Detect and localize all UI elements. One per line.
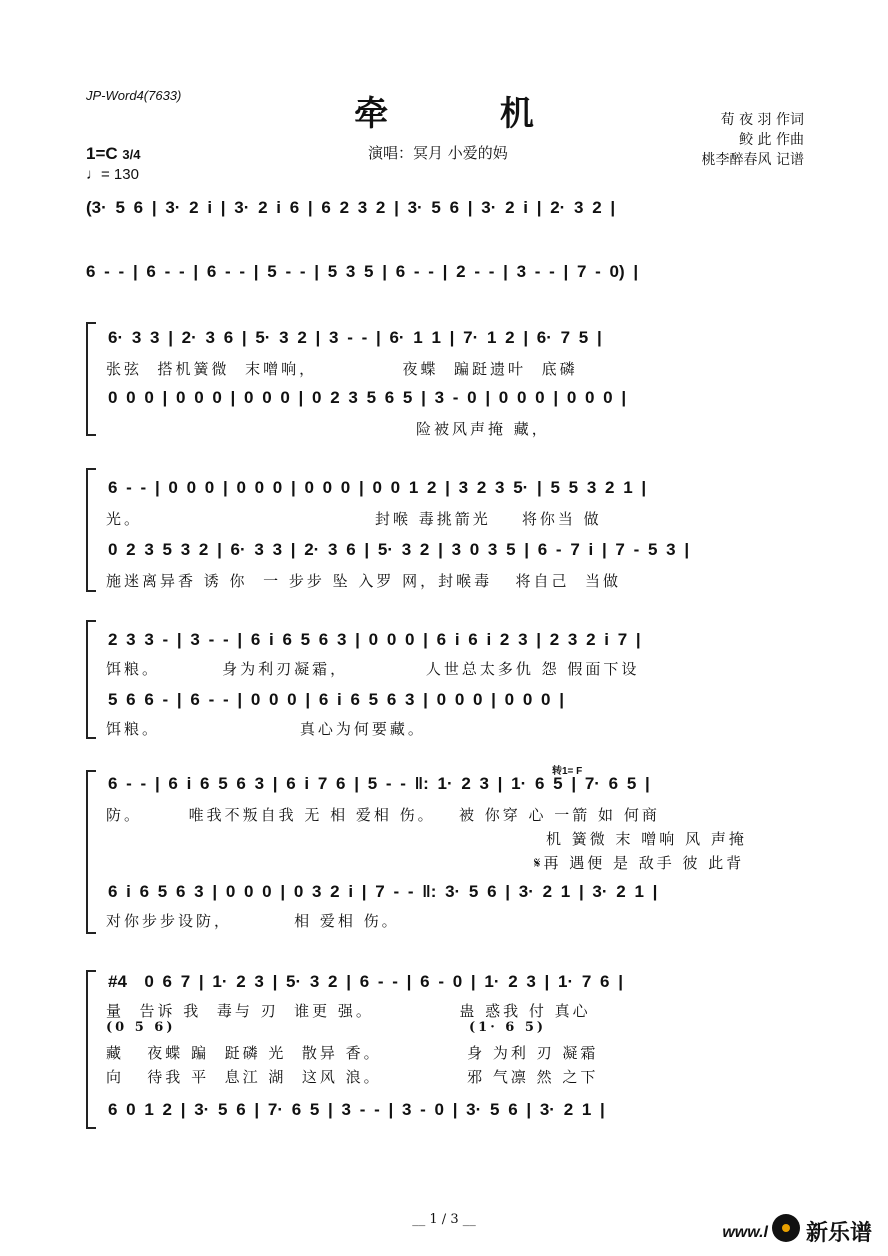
lyric-line: 𝄋再 遇便 是 敌手 彼 此背	[534, 854, 745, 872]
composer: 鲛 此 作曲	[739, 132, 804, 148]
lyric-line: 防。 唯我不叛自我 无 相 爱相 伤。 被 你穿 心 一箭 如 何商	[106, 806, 660, 824]
credits	[702, 110, 804, 170]
notation-line: 0 0 0 | 0 0 0 | 0 0 0 | 0 2 3 5 6 5 | 3 - 0 | 0 0 0 | 0 0 0 |	[108, 388, 627, 407]
notation-line: 6· 3 3 | 2· 3 6 | 5· 3 2 | 3 - - | 6· 1 1 | 7· 1 2 | 6· 7 5 |	[108, 328, 602, 347]
source-label: JP-Word4(7633)	[86, 88, 182, 103]
modulation-mark: 转1= F	[552, 766, 583, 777]
lyric-line: 光。 封喉 毒挑箭光 将你当 做	[106, 510, 602, 528]
lyric-line: 张弦 搭机簧微 末噌响， 夜蝶 蹁跹遗叶 底磷	[106, 360, 578, 378]
brace	[86, 970, 96, 1129]
transcriber: 桃李醉春风 记谱	[701, 152, 804, 168]
notation-line: (3· 5 6 | 3· 2 i | 3· 2 i 6 | 6 2 3 2 | 3· 5 6 | 3· 2 i | 2· 3 2 |	[86, 198, 616, 217]
page-number: __ 1 / 3 __	[412, 1212, 476, 1227]
system-4	[86, 468, 806, 598]
system-1	[86, 198, 806, 228]
lyric-line: 向 待我 平 息江 湖 这风 浪。 邪 气凛 然 之下	[106, 1068, 599, 1086]
system-2	[86, 262, 806, 292]
notation-line: 6 0 1 2 | 3· 5 6 | 7· 6 5 | 3 - - | 3 - 0 | 3· 5 6 | 3· 2 1 |	[108, 1100, 605, 1119]
notation-line: 6 - - | 6 - - | 6 - - | 5 - - | 5 3 5 | 6 - - | 2 - - | 3 - - | 7 - 0) |	[86, 262, 639, 281]
lyric-line: 施迷离异香 诱 你 一 步步 坠 入罗 网，封喉毒 将自己 当做	[106, 572, 621, 590]
lyric-line: 量 告诉 我 毒与 刃 谁更 强。 蛊 惑我 付 真心	[106, 1002, 591, 1020]
notation-line: #4 0 6 7 | 1· 2 3 | 5· 3 2 | 6 - - | 6 - 0 | 1· 2 3 | 1· 7 6 |	[108, 972, 623, 991]
lyric-line: 险被风声掩 藏，	[416, 420, 550, 438]
tempo-marking: ♩= 130	[86, 166, 139, 183]
notation-line: 6 i 6 5 6 3 | 0 0 0 | 0 3 2 i | 7 - - ‖: 3· 5 6 | 3· 2 1 | 3· 2 1 |	[108, 882, 658, 901]
lyric-line: (0 5 6) (1· 6 5)	[106, 1020, 547, 1035]
singers: 演唱：冥月 小爱的妈	[368, 144, 508, 162]
system-3	[86, 322, 806, 442]
lyricist: 荀 夜 羽 作词	[720, 112, 804, 128]
brace	[86, 770, 96, 934]
brace	[86, 620, 96, 739]
notation-line: 2 3 3 - | 3 - - | 6 i 6 5 6 3 | 0 0 0 | 6 i 6 i 2 3 | 2 3 2 i 7 |	[108, 630, 641, 649]
system-7	[86, 970, 806, 1135]
system-5	[86, 620, 806, 745]
page-title: 牵 机	[354, 94, 584, 134]
lyric-line: 饵粮。 真心为何要藏。	[106, 720, 426, 738]
site-logo: 新乐谱	[805, 1220, 872, 1245]
notation-line: 5 6 6 - | 6 - - | 0 0 0 | 6 i 6 5 6 3 | 0 0 0 | 0 0 0 |	[108, 690, 564, 709]
notation-line: 6 - - | 0 0 0 | 0 0 0 | 0 0 0 | 0 0 1 2 | 3 2 3 5· | 5 5 3 2 1 |	[108, 478, 647, 497]
site-url: www.l	[722, 1224, 768, 1241]
notation-line: 0 2 3 5 3 2 | 6· 3 3 | 2· 3 6 | 5· 3 2 | 3 0 3 5 | 6 - 7 i | 7 - 5 3 |	[108, 540, 690, 559]
lyric-line: 机 簧微 末 噌响 风 声掩	[546, 830, 747, 848]
key-signature: 1=C 3/4	[86, 144, 141, 163]
notation-line: 6 - - | 6 i 6 5 6 3 | 6 i 7 6 | 5 - - ‖: 1· 2 3 | 1· 6 5 | 7· 6 5 |	[108, 774, 650, 793]
logo-disc-icon	[772, 1214, 800, 1242]
lyric-line: 藏 夜蝶 蹁 跹磷 光 散异 香。 身 为利 刃 凝霜	[106, 1044, 599, 1062]
lyric-line: 对你步步设防， 相 爱相 伤。	[106, 912, 400, 930]
brace	[86, 322, 96, 436]
system-6	[86, 770, 806, 940]
lyric-line: 饵粮。 身为利刃凝霜， 人世总太多仇 怨 假面下设	[106, 660, 640, 678]
brace	[86, 468, 96, 592]
